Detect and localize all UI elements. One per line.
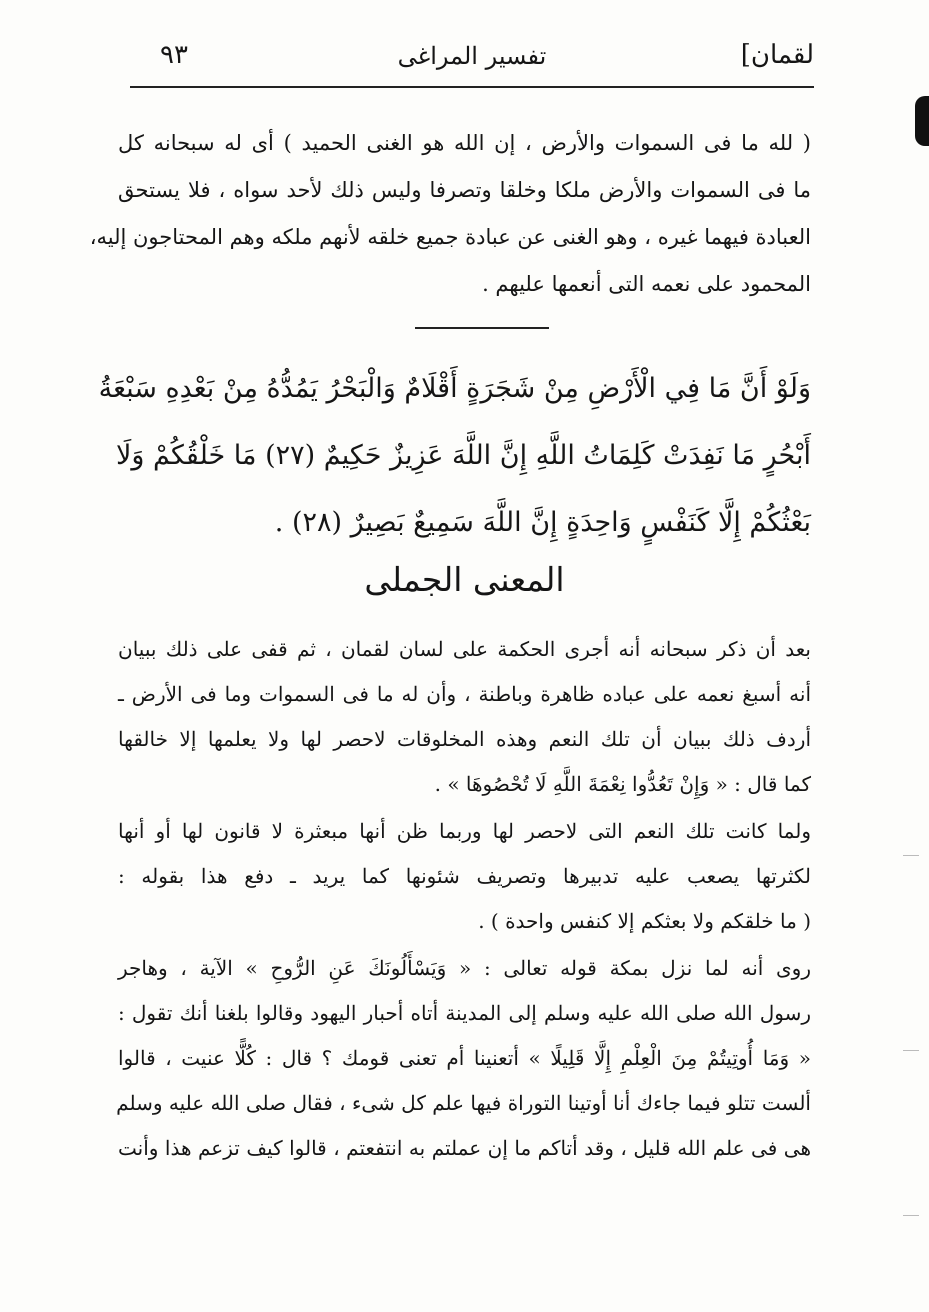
text-line: بعد أن ذكر سبحانه أنه أجرى الحكمة على لسان لقمان ، ثم قفى على ذلك ببيان — [118, 637, 811, 661]
header-rule — [130, 86, 814, 88]
verse-line: بَعْثُكُمْ إِلَّا كَنَفْسٍ وَاحِدَةٍ إِنَّ اللَّهَ سَمِيعٌ بَصِيرٌ (٢٨) . — [274, 507, 811, 538]
section-heading: المعنى الجملى — [364, 560, 565, 599]
text-line: ما فى السموات والأرض ملكا وخلقا وتصرفا وليس ذلك لأحد سواه ، فلا يستحق — [118, 178, 811, 202]
verse-line: وَلَوْ أَنَّ مَا فِي الْأَرْضِ مِنْ شَجَرَةٍ أَقْلَامٌ وَالْبَحْرُ يَمُدُّهُ مِنْ بَعْدِهِ سَبْعَةُ — [98, 373, 811, 404]
text-line: العبادة فيهما غيره ، وهو الغنى عن عبادة جميع خلقه لأنهم ملكه وهم المحتاجون إليه، — [89, 225, 811, 249]
text-line: ألست تتلو فيما جاءك أنا أوتينا التوراة فيها علم كل شىء ، فقال صلى الله عليه وسلم — [116, 1091, 811, 1115]
edge-mark — [903, 855, 919, 856]
text-line: أنه أسبغ نعمه على عباده ظاهرة وباطنة ، وأن له ما فى السموات وما فى الأرض ـ — [118, 682, 811, 706]
text-line: ( لله ما فى السموات والأرض ، إن الله هو الغنى الحميد ) أى له سبحانه كل — [118, 131, 811, 155]
quran-verses — [98, 355, 811, 556]
intro-paragraph — [89, 120, 811, 308]
text-line: لكثرتها يصعب عليه تدبيرها وتصريف شئونها كما يريد ـ دفع هذا بقوله : — [118, 864, 811, 888]
edge-mark — [903, 1050, 919, 1051]
section-separator — [415, 327, 549, 329]
page-edge-tab — [915, 96, 929, 146]
text-line: ( ما خلقكم ولا بعثكم إلا كنفس واحدة ) . — [478, 909, 811, 933]
text-line: ولما كانت تلك النعم التى لاحصر لها وربما ظن أنها مبعثرة لا قانون لها أو أنها — [118, 819, 811, 843]
commentary-body — [118, 627, 811, 1171]
page-number: ٩٣ — [160, 40, 188, 70]
surah-name: لقمان] — [740, 40, 814, 70]
verse-line: أَبْحُرٍ مَا نَفِدَتْ كَلِمَاتُ اللَّهِ إِنَّ اللَّهَ عَزِيزٌ حَكِيمٌ (٢٧) مَا خَلْقُكُمْ وَلَا — [116, 440, 811, 471]
text-line: أردف ذلك ببيان أن تلك النعم وهذه المخلوقات لاحصر لها ولا يعلمها إلا خالقها — [118, 727, 812, 751]
page-header — [130, 40, 814, 92]
book-title: تفسير المراغى — [397, 42, 547, 70]
text-line: هى فى علم الله قليل ، وقد أتاكم ما إن عملتم به انتفعتم ، قالوا كيف تزعم هذا وأنت — [118, 1136, 811, 1160]
edge-mark — [903, 1215, 919, 1216]
text-line: كما قال : « وَإِنْ تَعُدُّوا نِعْمَةَ اللَّهِ لَا تُحْصُوهَا » . — [434, 772, 811, 796]
text-line: المحمود على نعمه التى أنعمها عليهم . — [482, 272, 811, 296]
text-line: روى أنه لما نزل بمكة قوله تعالى : « وَيَسْأَلُونَكَ عَنِ الرُّوحِ » الآية ، وهاجر — [118, 956, 811, 980]
text-line: « وَمَا أُوتِيتُمْ مِنَ الْعِلْمِ إِلَّا قَلِيلًا » أتعنينا أم تعنى قومك ؟ قال : كُلًّا عنيت ، قالوا — [118, 1046, 811, 1070]
text-line: رسول الله صلى الله عليه وسلم إلى المدينة أتاه أحبار اليهود وقالوا بلغنا أنك تقول : — [118, 1001, 811, 1025]
